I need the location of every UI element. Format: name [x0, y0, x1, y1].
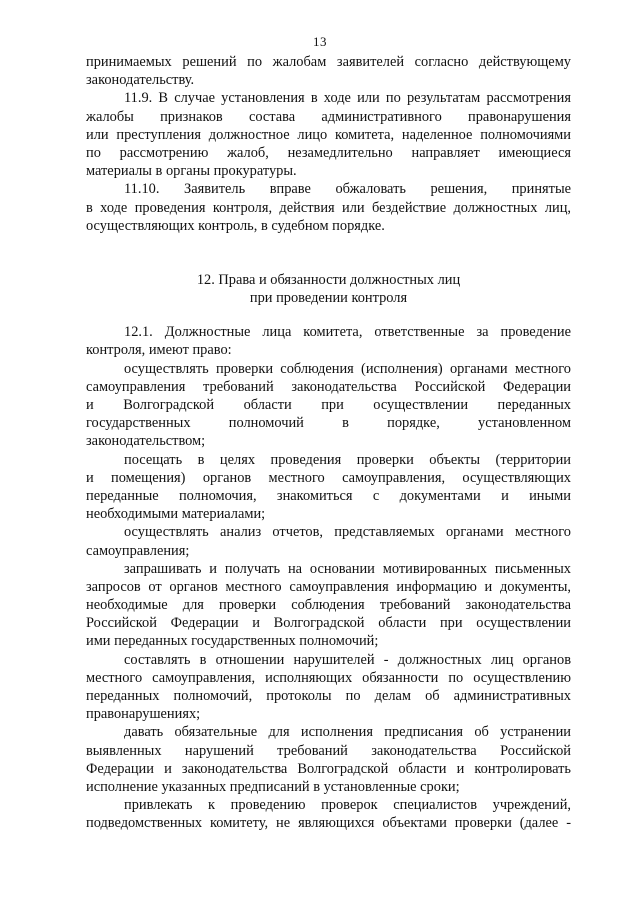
text-line: необходимые для проверки соблюдения требований законодательства — [86, 597, 571, 614]
text-line: запросов от органов местного самоуправления информацию и документы, — [86, 578, 571, 595]
text-line: правонарушениях; — [86, 706, 201, 723]
text-line: законодательством; — [86, 433, 206, 450]
text-line: и Волгоградской области при осуществлении переданных — [86, 397, 571, 413]
text-line: запрашивать и получать на основании мотивированных письменных — [124, 560, 571, 577]
text-line: самоуправления; — [86, 542, 190, 559]
text-line: переданные полномочия, знакомиться с документами и иными — [86, 487, 571, 504]
text-line: принимаемых решений по жалобам заявителей согласно действующему — [86, 54, 571, 70]
text-line: Российской Федерации и Волгоградской области при осуществлении — [86, 615, 571, 632]
text-line: или преступления должностное лицо комитета, наделенное полномочиями — [86, 126, 571, 143]
text-line: материалы в органы прокуратуры. — [86, 163, 297, 180]
text-line: государственных полномочий в порядке, установленном — [86, 415, 571, 432]
text-line: осуществлять проверки соблюдения (исполнения) органами местного — [124, 360, 571, 377]
text-line: составлять в отношении нарушителей - должностных лиц органов — [124, 651, 571, 668]
text-line: жалобы признаков состава административного правонарушения — [86, 108, 571, 125]
paragraph-gap — [86, 307, 571, 323]
page-number: 13 — [313, 34, 327, 49]
text-line: 11.9. В случае установления в ходе или по результатам рассмотрения — [124, 90, 571, 107]
text-line: и помещения) органов местного самоуправления, осуществляющих — [86, 469, 571, 486]
text-line: Федерации и законодательства Волгоградской области и контролировать — [86, 760, 571, 777]
text-line: контроля, имеют право: — [86, 342, 232, 359]
section-heading-line: при проведении контроля — [249, 290, 408, 307]
text-line: осуществлять анализ отчетов, представляемых органами местного — [124, 524, 571, 541]
text-line: переданных полномочий, протоколы по делам об административных — [86, 688, 571, 704]
text-line: в ходе проведения контроля, действия или бездействие должностных лиц, — [86, 199, 571, 216]
text-line: исполнение указанных предписаний в установленные сроки; — [86, 778, 460, 795]
text-line: 12.1. Должностные лица комитета, ответственные за проведение — [124, 324, 571, 341]
text-line: давать обязательные для исполнения предписания об устранении — [124, 724, 571, 741]
text-line: посещать в целях проведения проверки объекты (территории — [124, 451, 571, 468]
text-line: выявленных нарушений требований законодательства Российской — [86, 742, 571, 759]
paragraph-gap — [86, 235, 571, 271]
text-line: ими переданных государственных полномочий; — [86, 633, 379, 650]
text-line: по рассмотрению жалоб, незамедлительно направляет имеющиеся — [86, 144, 571, 161]
text-line: необходимыми материалами; — [86, 506, 266, 523]
text-line: 11.10. Заявитель вправе обжаловать решения, принятые — [124, 181, 571, 198]
text-line: местного самоуправления, исполняющих обязанности по осуществлению — [86, 669, 571, 686]
document-body — [86, 53, 571, 833]
text-line: самоуправления требований законодательства Российской Федерации — [86, 378, 571, 395]
text-line: подведомственных комитету, не являющихся объектами проверки (далее - — [86, 815, 571, 832]
text-line: привлекать к проведению проверок специалистов учреждений, — [124, 797, 571, 814]
text-line: осуществляющих контроль, в судебном порядке. — [86, 217, 385, 234]
section-heading-line: 12. Права и обязанности должностных лиц — [196, 271, 461, 288]
text-line: законодательству. — [86, 72, 195, 89]
